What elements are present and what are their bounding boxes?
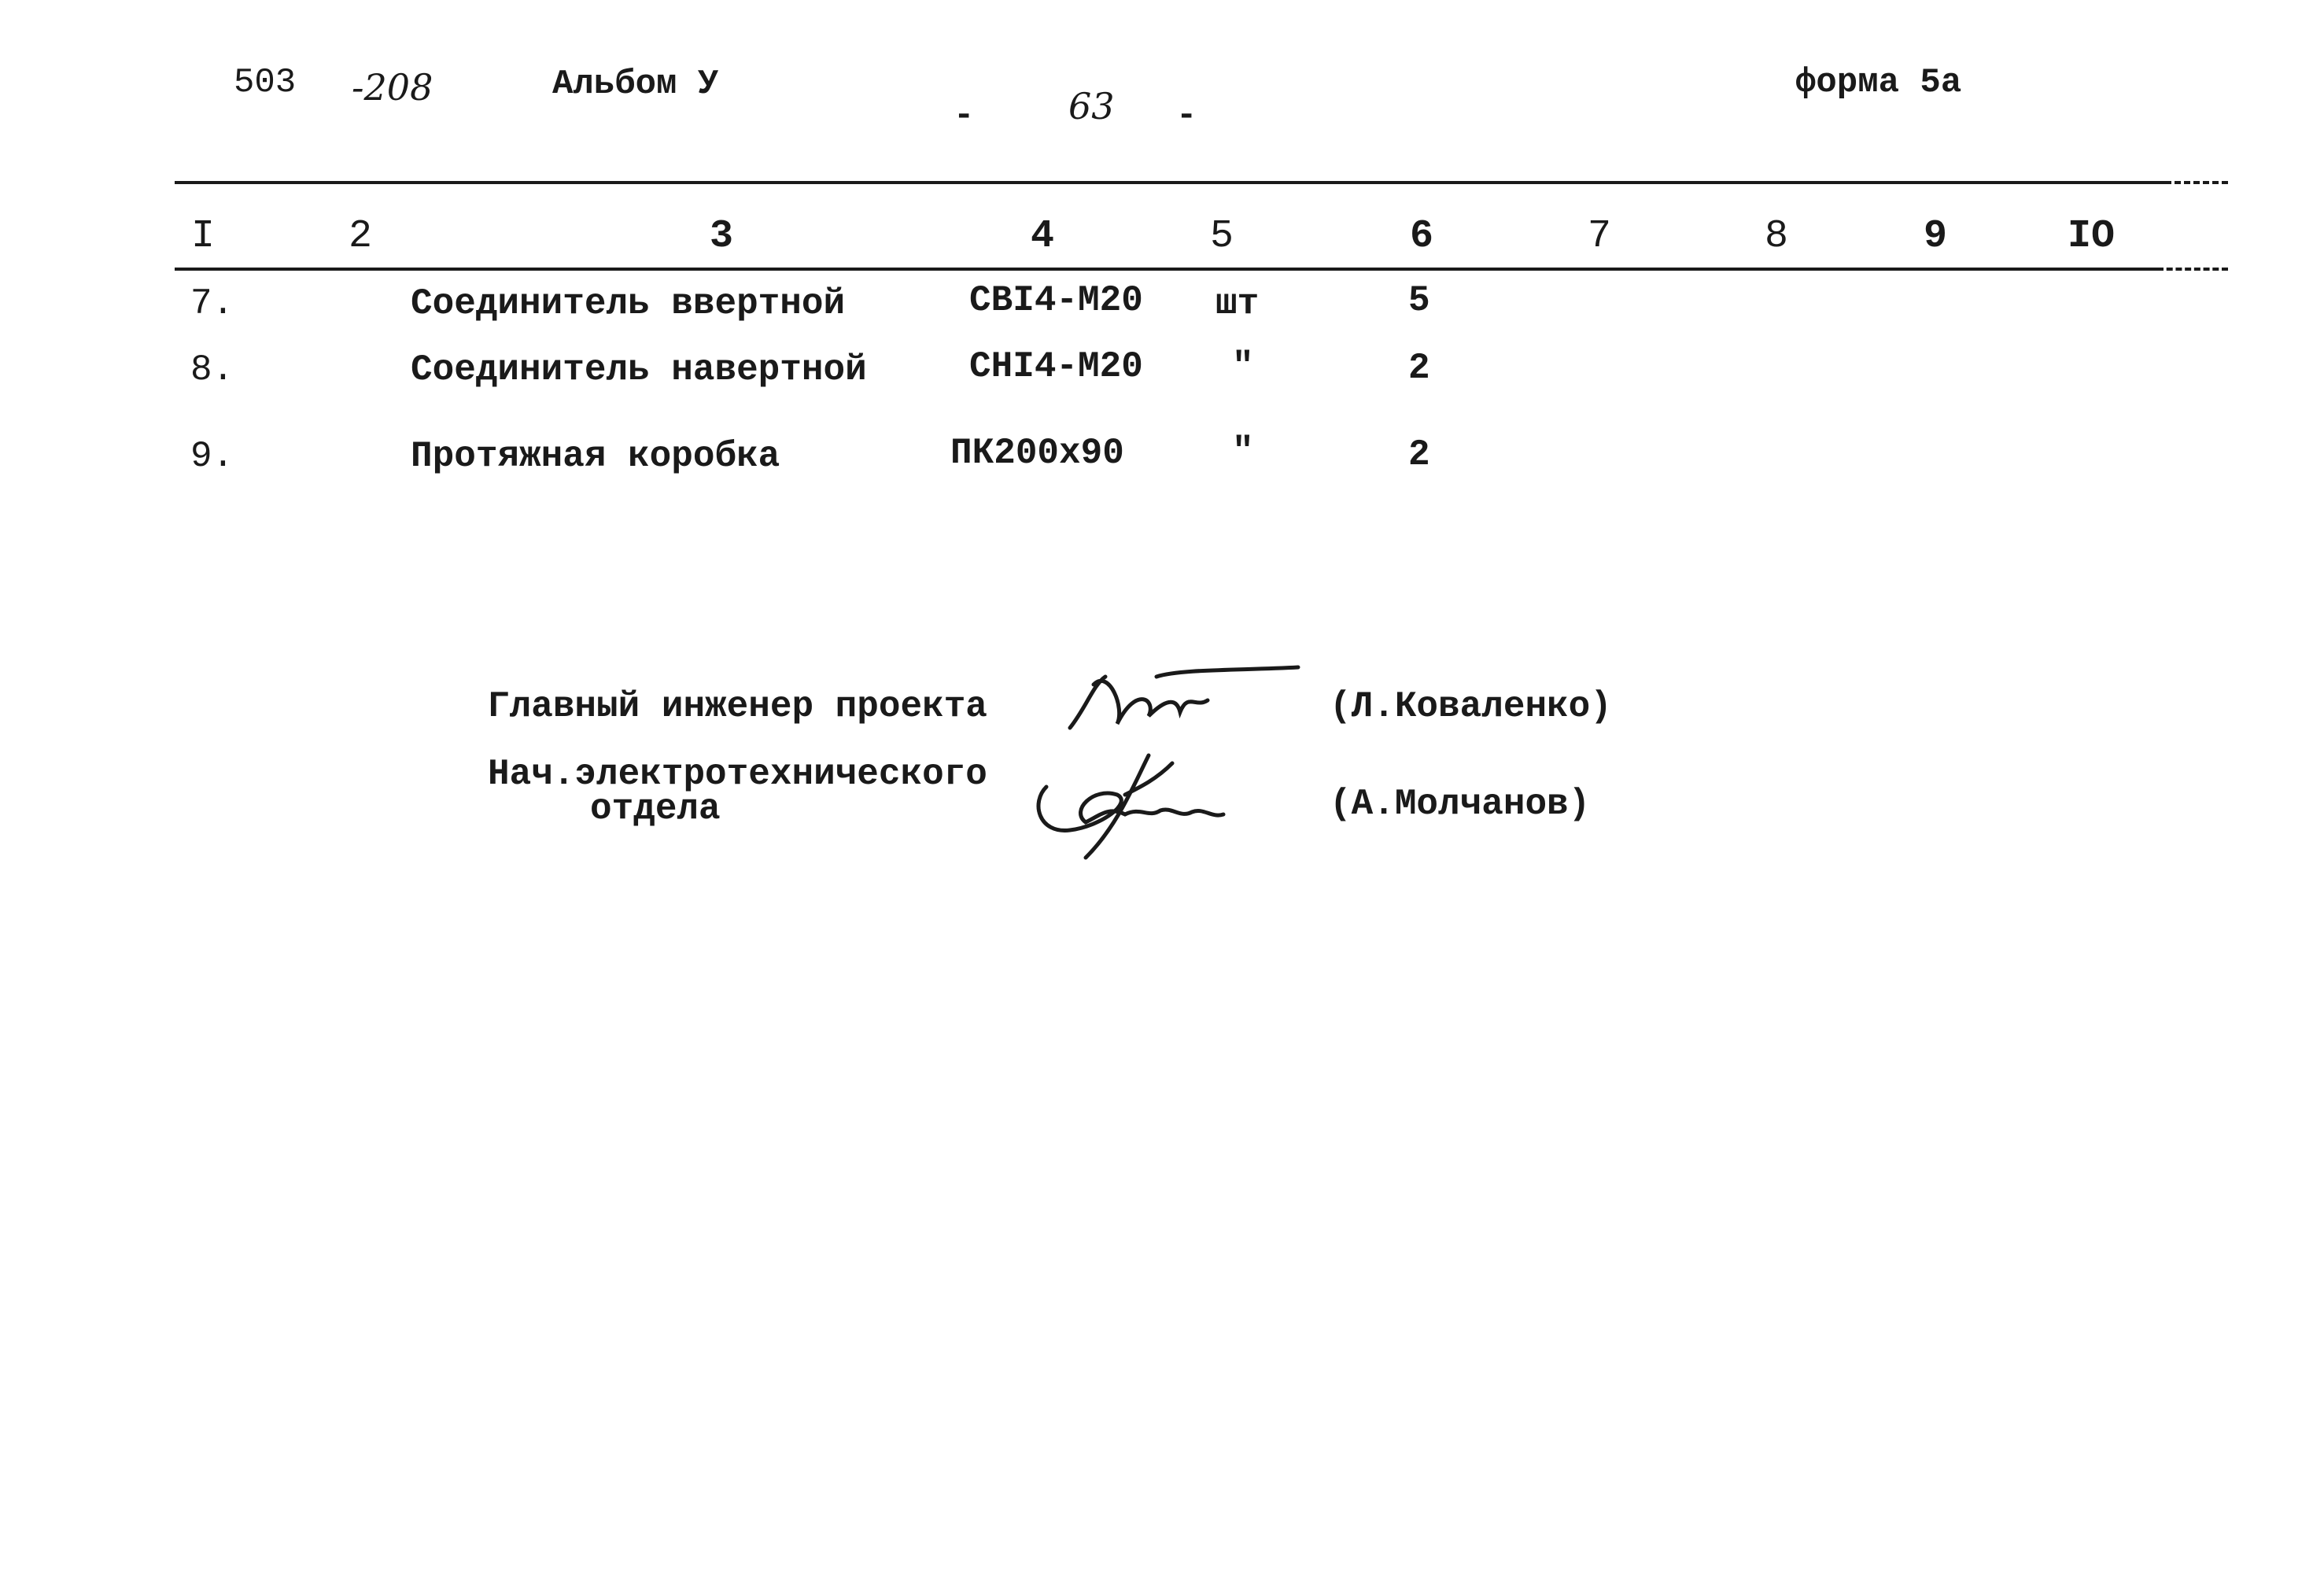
signature-mark-kovalenko (1062, 653, 1314, 740)
row-number: 9. (190, 436, 234, 477)
item-quantity: 2 (1408, 348, 1430, 389)
column-number: 6 (1410, 214, 1434, 259)
signature-title-department-head-line2: отдела (590, 788, 721, 829)
item-quantity: 5 (1408, 280, 1430, 321)
column-number: IO (2068, 214, 2116, 259)
item-unit: " (1232, 431, 1254, 472)
page-number: 63 (1068, 85, 1115, 127)
column-number: 3 (710, 214, 734, 259)
column-number: 2 (349, 214, 373, 259)
item-type: СНI4-М20 (969, 346, 1143, 387)
item-unit: шт (1215, 283, 1260, 324)
column-rule-tail (2157, 268, 2228, 271)
item-type: ПК200х90 (950, 433, 1124, 474)
column-rule (175, 268, 2157, 271)
album-title: Альбом У (552, 65, 719, 104)
column-number: 7 (1588, 214, 1612, 259)
column-number: I (191, 214, 216, 259)
row-number: 7. (190, 283, 234, 324)
header-rule-tail (2165, 181, 2228, 184)
page-dash-left: - (954, 96, 975, 135)
column-number: 5 (1210, 214, 1234, 259)
signature-title-chief-engineer: Главный инженер проекта (488, 686, 987, 727)
header-rule (175, 181, 2165, 184)
column-number: 8 (1765, 214, 1789, 259)
item-unit: " (1232, 346, 1254, 387)
item-name: Протяжная коробка (411, 436, 780, 477)
item-name: Соединитель ввертной (411, 283, 846, 324)
album-number: -208 (352, 66, 433, 109)
page-dash-right: - (1176, 96, 1197, 135)
item-quantity: 2 (1408, 434, 1430, 475)
signature-name-molchanov: (А.Молчанов) (1330, 784, 1591, 825)
item-type: СВI4-М20 (969, 280, 1143, 321)
form-label: форма 5а (1795, 63, 1962, 102)
column-number: 9 (1924, 214, 1948, 259)
album-series: 503 (234, 63, 297, 102)
column-number: 4 (1031, 214, 1055, 259)
signature-mark-molchanov (1023, 740, 1275, 866)
row-number: 8. (190, 349, 234, 390)
item-name: Соединитель навертной (411, 349, 867, 390)
signature-title-department-head: Нач.электротехнического (488, 754, 987, 795)
signature-name-kovalenko: (Л.Коваленко) (1330, 686, 1612, 727)
